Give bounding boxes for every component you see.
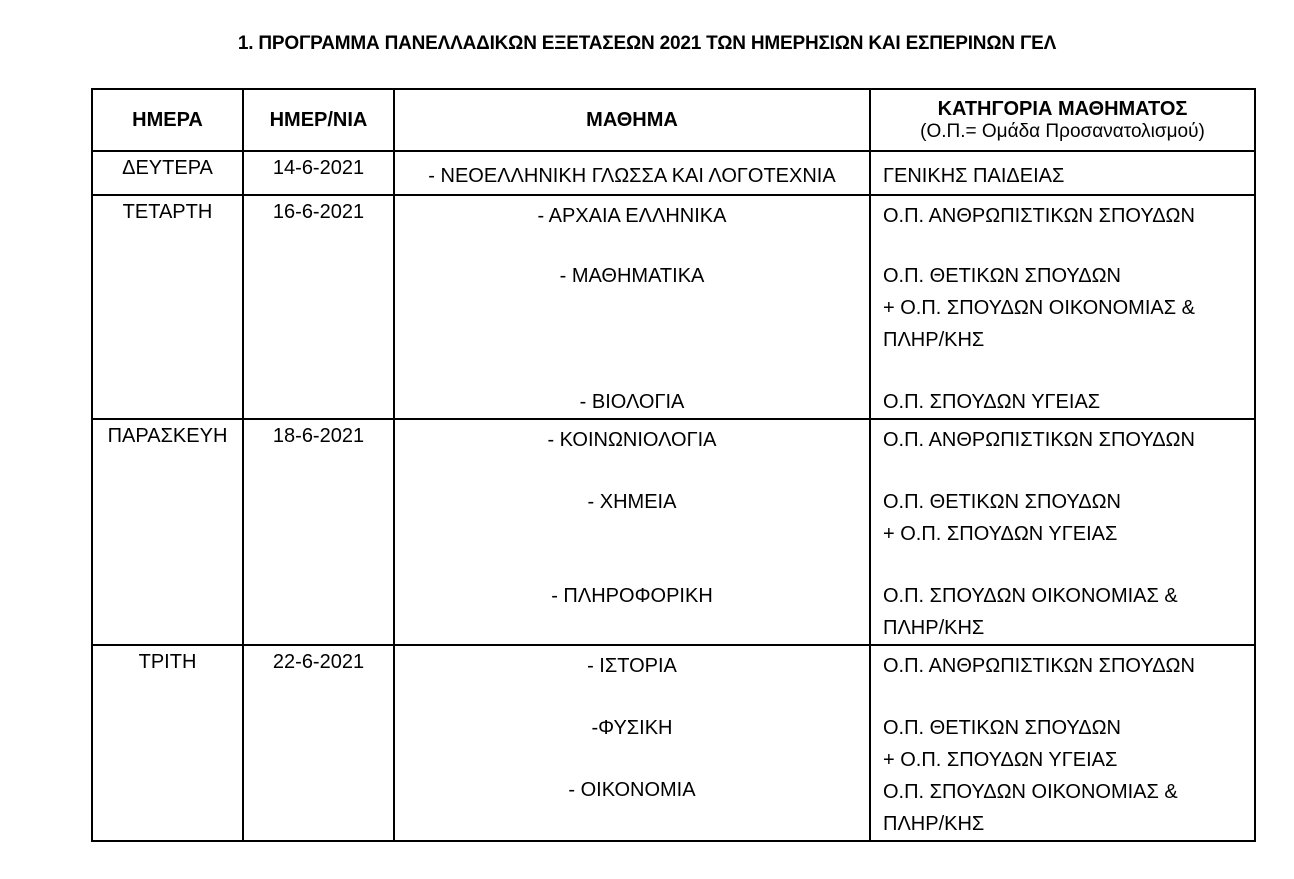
table-row — [92, 195, 1255, 419]
header-category-note: (Ο.Π.= Ομάδα Προσανατολισμού) — [920, 120, 1205, 142]
subject: -ΦΥΣΙΚΗ — [591, 717, 673, 739]
category-line: Ο.Π. ΘΕΤΙΚΩΝ ΣΠΟΥΔΩΝ — [883, 717, 1121, 739]
subject-cell — [394, 195, 870, 419]
date-cell: 16-6-2021 — [243, 195, 394, 419]
date-cell: 18-6-2021 — [243, 419, 394, 645]
category-cell — [870, 195, 1255, 419]
day-cell: ΔΕΥΤΕΡΑ — [92, 151, 243, 195]
category-cell — [870, 645, 1255, 841]
category-line: + Ο.Π. ΣΠΟΥΔΩΝ ΥΓΕΙΑΣ — [883, 749, 1118, 771]
subject: - ΒΙΟΛΟΓΙΑ — [579, 391, 685, 413]
category-line: ΠΛΗΡ/ΚΗΣ — [883, 617, 985, 639]
header-category-label: ΚΑΤΗΓΟΡΙΑ ΜΑΘΗΜΑΤΟΣ — [937, 97, 1188, 120]
header-subject: ΜΑΘΗΜΑ — [394, 89, 870, 151]
subject-cell — [394, 645, 870, 841]
date-cell: 14-6-2021 — [243, 151, 394, 195]
category-line: + Ο.Π. ΣΠΟΥΔΩΝ ΥΓΕΙΑΣ — [883, 523, 1118, 545]
header-date: ΗΜΕΡ/ΝΙΑ — [243, 89, 394, 151]
subject: - ΙΣΤΟΡΙΑ — [587, 655, 677, 677]
category-line: Ο.Π. ΣΠΟΥΔΩΝ ΟΙΚΟΝΟΜΙΑΣ & — [883, 781, 1178, 803]
header-day: ΗΜΕΡΑ — [92, 89, 243, 151]
category-cell — [870, 419, 1255, 645]
category-line: Ο.Π. ΑΝΘΡΩΠΙΣΤΙΚΩΝ ΣΠΟΥΔΩΝ — [883, 205, 1195, 227]
category-line: Ο.Π. ΘΕΤΙΚΩΝ ΣΠΟΥΔΩΝ — [883, 265, 1121, 287]
day-cell: ΤΕΤΑΡΤΗ — [92, 195, 243, 419]
subject: - ΜΑΘΗΜΑΤΙΚΑ — [559, 265, 705, 287]
category-line: Ο.Π. ΑΝΘΡΩΠΙΣΤΙΚΩΝ ΣΠΟΥΔΩΝ — [883, 655, 1195, 677]
category-line: + Ο.Π. ΣΠΟΥΔΩΝ ΟΙΚΟΝΟΜΙΑΣ & — [883, 297, 1196, 319]
subject-cell — [394, 419, 870, 645]
category-line: Ο.Π. ΣΠΟΥΔΩΝ ΟΙΚΟΝΟΜΙΑΣ & — [883, 585, 1178, 607]
category-line: ΠΛΗΡ/ΚΗΣ — [883, 813, 985, 835]
subject: - ΑΡΧΑΙΑ ΕΛΛΗΝΙΚΑ — [537, 205, 727, 227]
category-line: Ο.Π. ΘΕΤΙΚΩΝ ΣΠΟΥΔΩΝ — [883, 491, 1121, 513]
subject: - ΝΕΟΕΛΛΗΝΙΚΗ ΓΛΩΣΣΑ ΚΑΙ ΛΟΓΟΤΕΧΝΙΑ — [428, 165, 836, 187]
day-cell: ΠΑΡΑΣΚΕΥΗ — [92, 419, 243, 645]
exam-schedule-table — [91, 88, 1256, 842]
subject: - ΠΛΗΡΟΦΟΡΙΚΗ — [551, 585, 713, 607]
date-cell: 22-6-2021 — [243, 645, 394, 841]
subject: - ΟΙΚΟΝΟΜΙΑ — [568, 779, 696, 801]
table-header-row — [92, 89, 1255, 151]
subject: - ΧΗΜΕΙΑ — [587, 491, 677, 513]
category-line: Ο.Π. ΣΠΟΥΔΩΝ ΥΓΕΙΑΣ — [883, 391, 1101, 413]
subject: - ΚΟΙΝΩΝΙΟΛΟΓΙΑ — [547, 429, 717, 451]
category-line: ΠΛΗΡ/ΚΗΣ — [883, 329, 985, 351]
table-row — [92, 419, 1255, 645]
document-title: 1. ΠΡΟΓΡΑΜΜΑ ΠΑΝΕΛΛΑΔΙΚΩΝ ΕΞΕΤΑΣΕΩΝ 2021 ΤΩΝ ΗΜΕΡΗΣΙΩΝ ΚΑΙ ΕΣΠΕΡΙΝΩΝ ΓΕΛ — [237, 33, 1057, 54]
day-cell: ΤΡΙΤΗ — [92, 645, 243, 841]
category-cell — [870, 151, 1255, 195]
category-line: ΓΕΝΙΚΗΣ ΠΑΙΔΕΙΑΣ — [883, 165, 1065, 187]
category-line: Ο.Π. ΑΝΘΡΩΠΙΣΤΙΚΩΝ ΣΠΟΥΔΩΝ — [883, 429, 1195, 451]
table-row — [92, 645, 1255, 841]
subject-cell — [394, 151, 870, 195]
table-row — [92, 151, 1255, 195]
header-category — [870, 89, 1255, 151]
